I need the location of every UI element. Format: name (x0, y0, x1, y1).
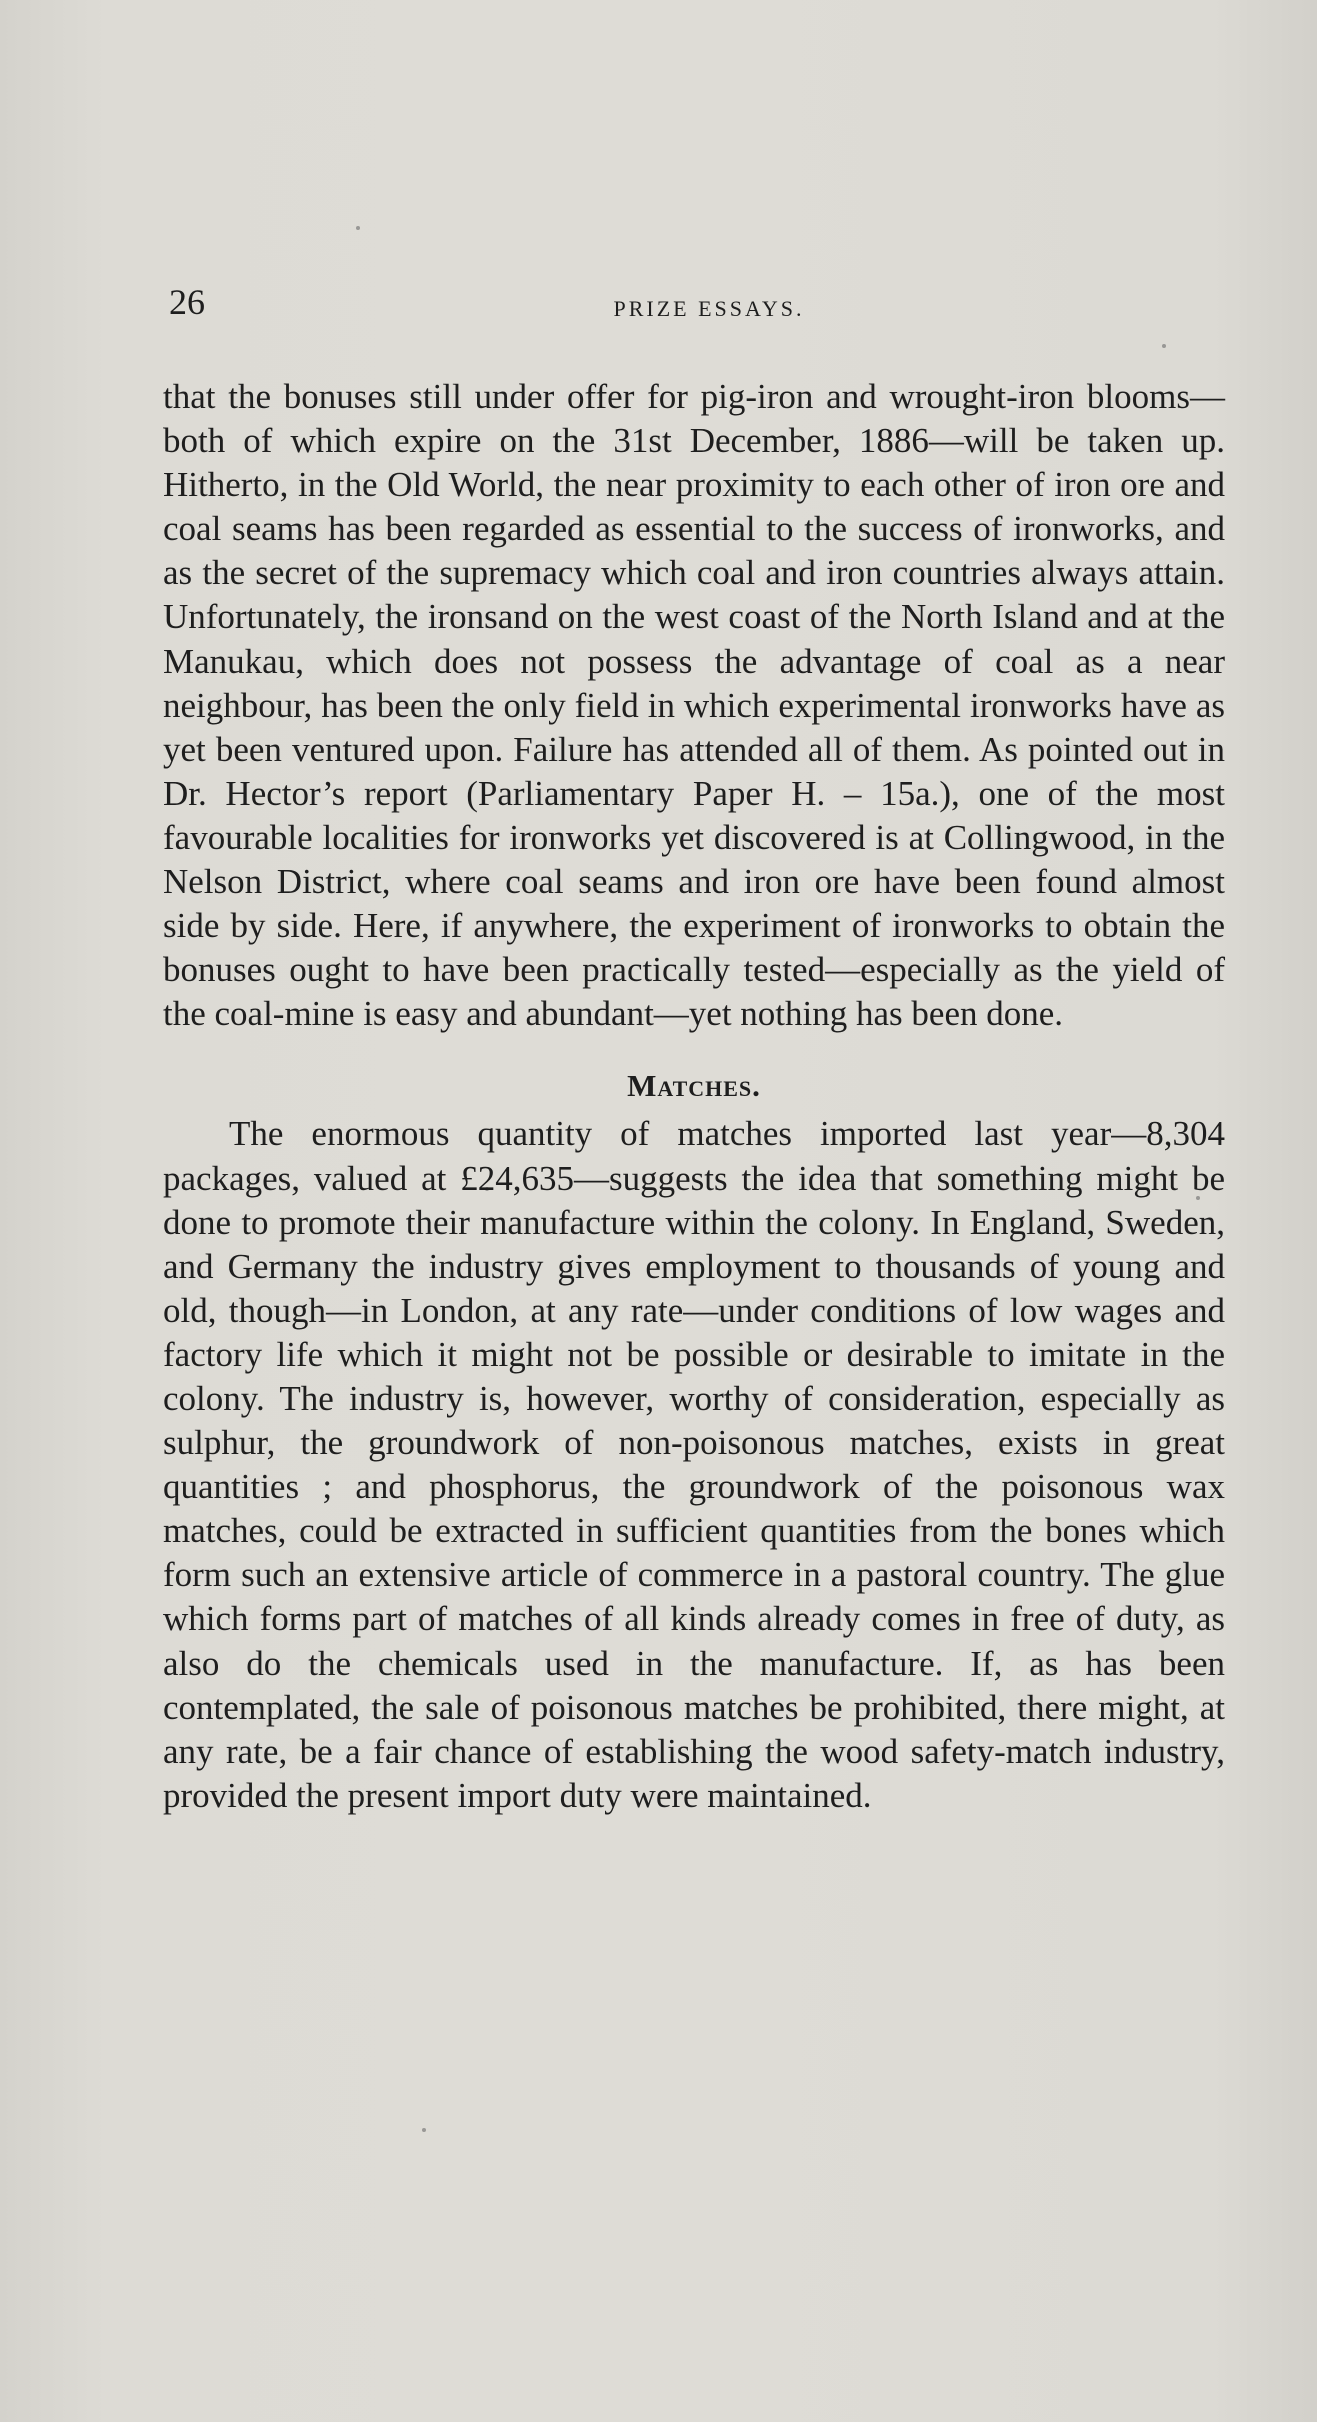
page-number: 26 (169, 282, 205, 322)
continuation-paragraph: that the bonuses still under offer for pig-iron and wrought-iron blooms—both of which expire on the 31st December, 1886—will be taken up. Hitherto, in the Old World, the near proximity to each other of iron ore and coal seams has been regarded as essential to the success of ironworks, and as the secret of the supremacy which coal and iron countries always attain. Unfortunately, the ironsand on the west coast of the North Island and at the Manukau, which does not possess the advantage of coal as a near neighbour, has been the only field in which experimental ironworks have as yet been ventured upon. Failure has attended all of them. As pointed out in Dr. Hector’s report (Parliamentary Paper H. – 15a.), one of the most favourable localities for ironworks yet discovered is at Collingwood, in the Nelson District, where coal seams and iron ore have been found almost side by side. Here, if anywhere, the experiment of ironworks to obtain the bonuses ought to have been practically tested—especially as the yield of the coal-mine is easy and abundant—yet nothing has been done. (163, 377, 1225, 1034)
matches-paragraph: The enormous quantity of matches imported last year—8,304 packages, valued at £24,635—suggests the idea that something might be done to promote their manufacture within the colony. In England, Sweden, and Germany the industry gives employment to thousands of young and old, though—in London, at any rate—under conditions of low wages and factory life which it might not be possible or desirable to imitate in the colony. The industry is, however, worthy of consideration, especially as sulphur, the groundwork of non-poisonous matches, exists in great quantities ; and phosphorus, the groundwork of the poisonous wax matches, could be extracted in sufficient quantities from the bones which form such an extensive article of commerce in a pastoral country. The glue which forms part of matches of all kinds already comes in free of duty, as also do the chemicals used in the manufacture. If, as has been contemplated, the sale of poisonous matches be prohibited, there might, at any rate, be a fair chance of establishing the wood safety-match industry, provided the present import duty were maintained. (163, 1114, 1225, 1815)
body-text (163, 375, 1225, 1818)
running-title: PRIZE ESSAYS. (613, 296, 805, 321)
page-speck (356, 226, 360, 230)
section-heading: Matches. (627, 1068, 761, 1104)
page-speck (422, 2128, 426, 2132)
page-speck (1162, 344, 1166, 348)
running-head (169, 282, 1229, 332)
